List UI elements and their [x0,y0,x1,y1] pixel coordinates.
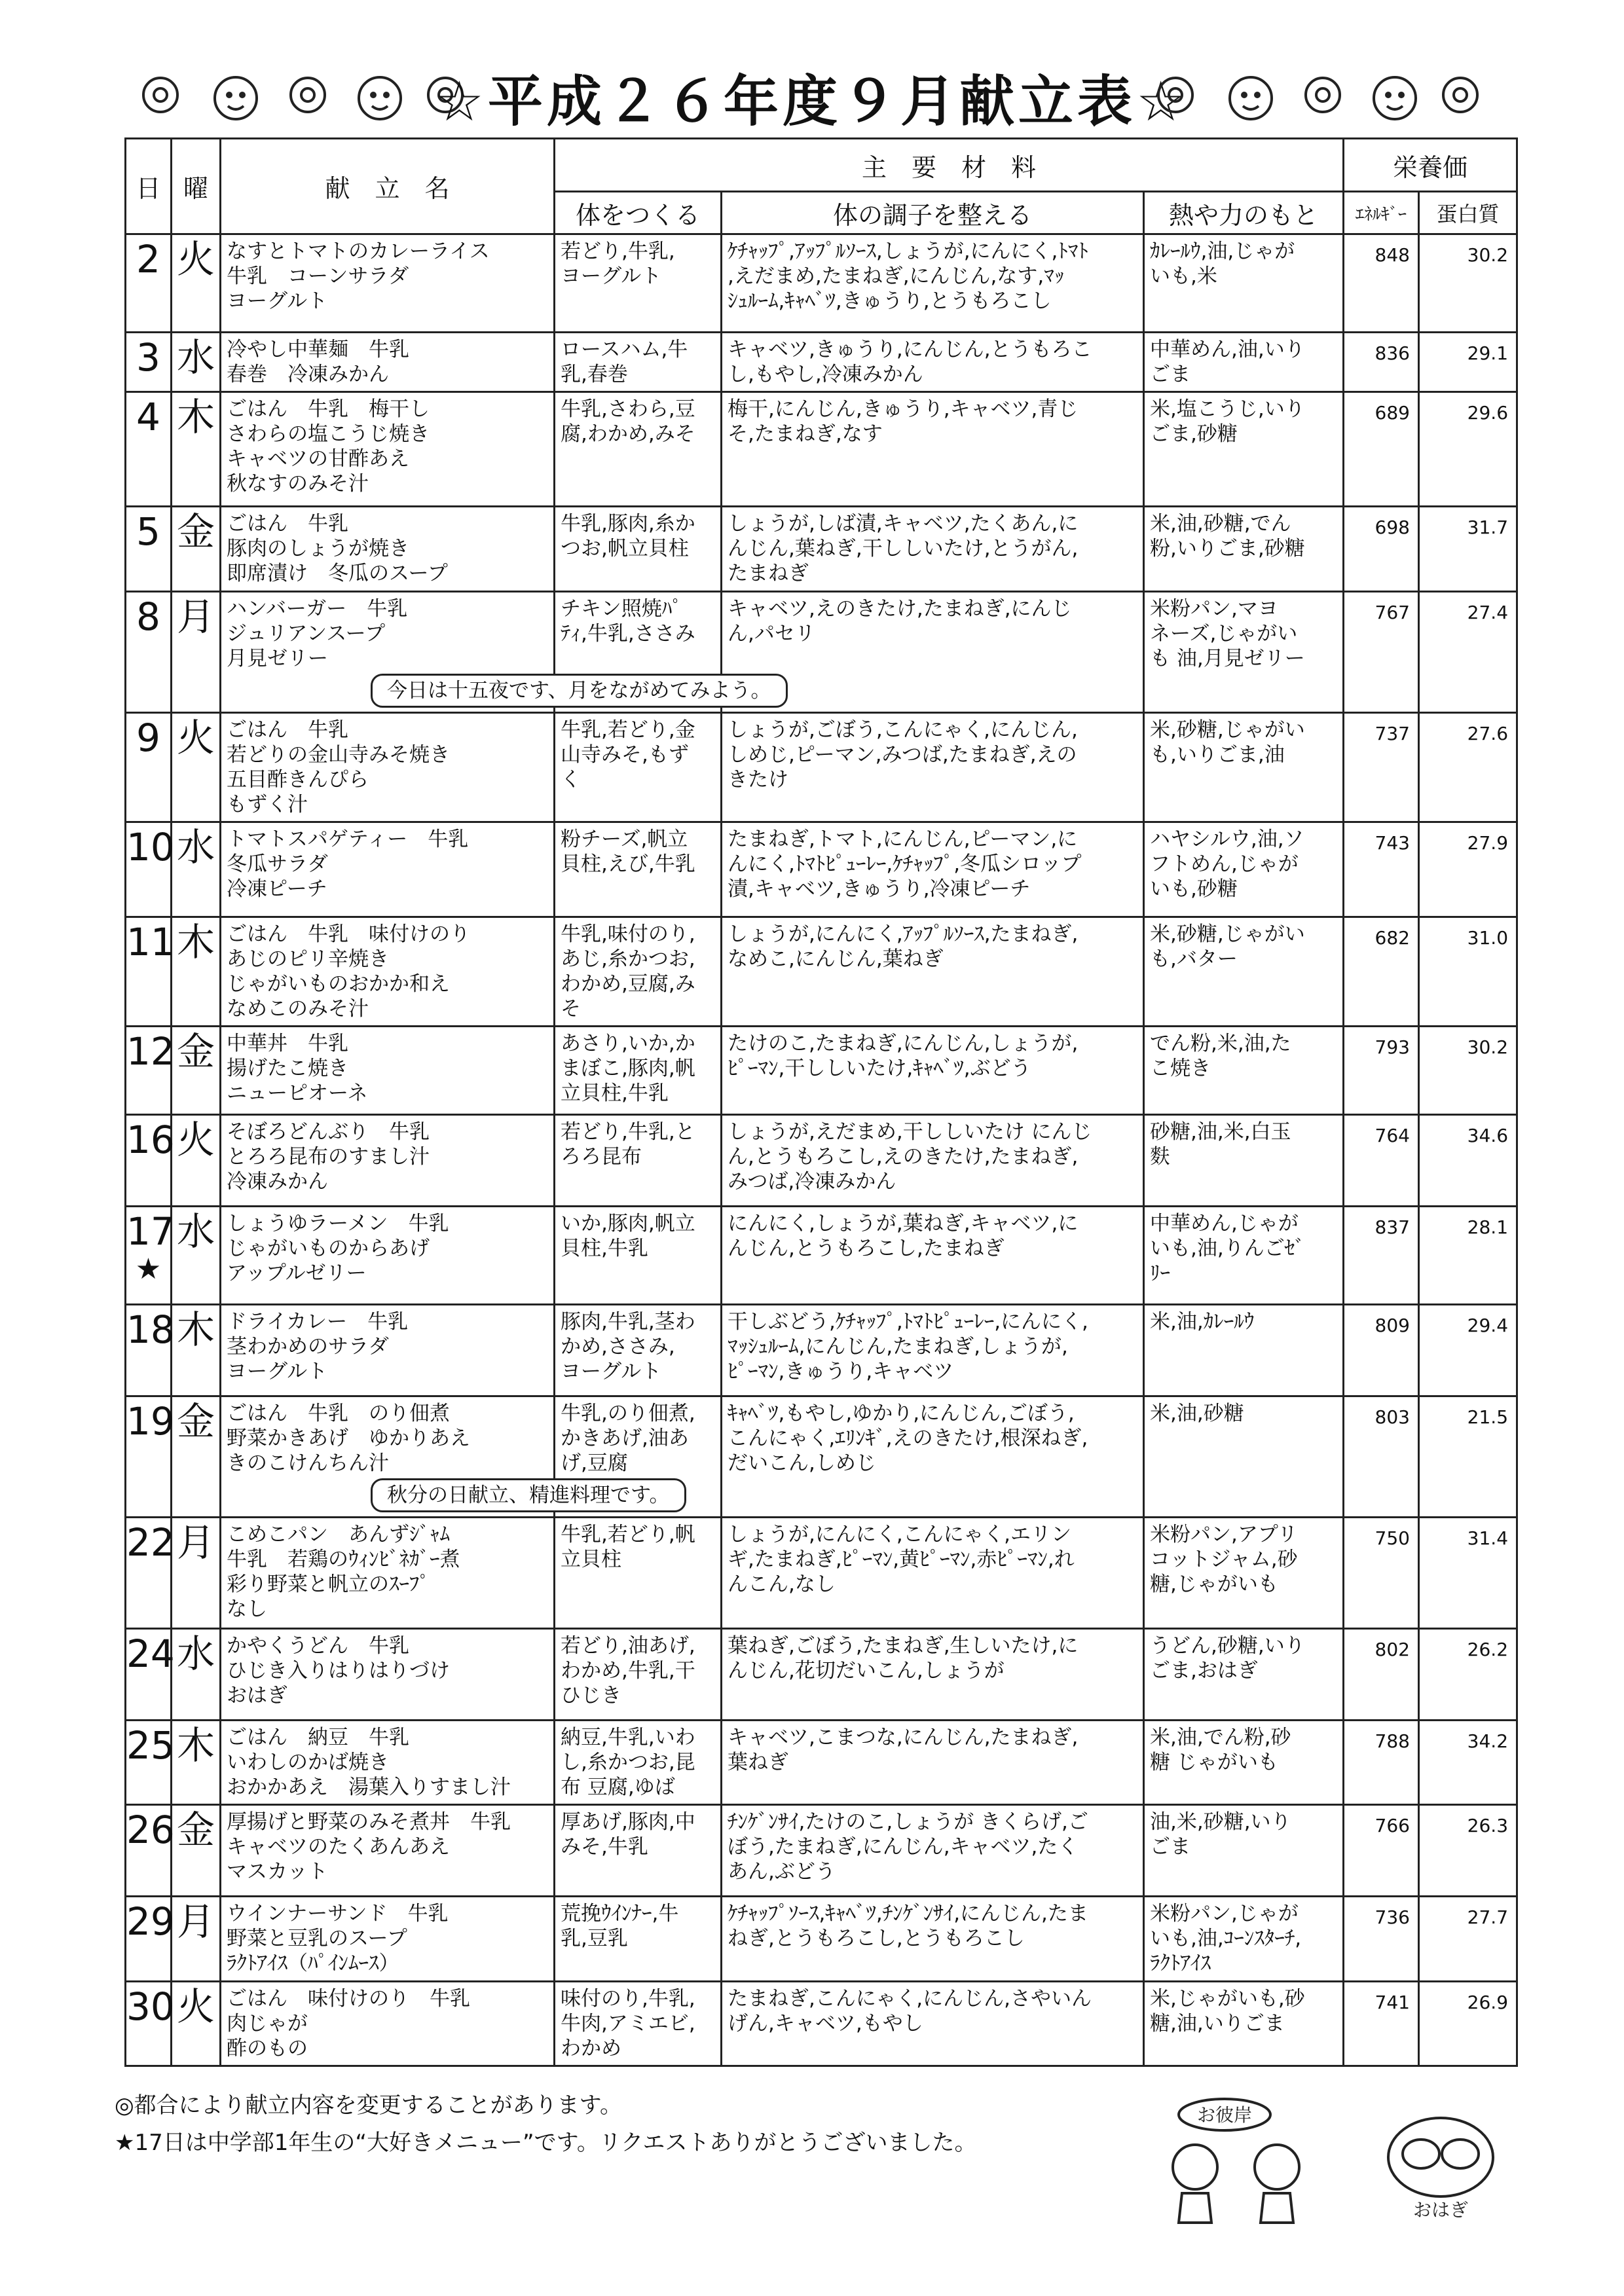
body-ingredients-cell: いか,豚肉,帆立 貝柱,牛乳 [555,1207,722,1305]
energy-ingredients-cell: 米,油,ｶﾚｰﾙｳ [1144,1305,1344,1396]
condition-ingredients-cell: たまねぎ,トマト,にんじん,ピーマン,に んにく,ﾄﾏﾄﾋﾟｭｰﾚｰ,ｹﾁｬｯﾌﾟ,冬瓜シロップ 漬,キャベツ,きゅうり,冷凍ピーチ [722,822,1144,917]
kcal-cell: 836 [1344,333,1419,392]
menu-row [126,1518,1517,1629]
protein-cell: 29.6 [1419,392,1517,507]
day-number: 3 [136,335,160,380]
protein-cell: 29.4 [1419,1305,1517,1396]
body-ingredients-cell: 豚肉,牛乳,茎わ かめ,ささみ, ヨーグルト [555,1305,722,1396]
day-cell [126,1721,175,1805]
weekday-cell: 水 [172,1629,221,1721]
energy-ingredients-cell: ハヤシルウ,油,ソ フトめん,じゃが いも,砂糖 [1144,822,1344,917]
menu-items: ごはん 牛乳 豚肉のしょうが焼き 即席漬け 冬瓜のスープ [227,512,448,585]
protein-cell: 27.9 [1419,822,1517,917]
kcal-cell: 848 [1344,234,1419,333]
day-number: 19 [126,1399,175,1444]
header-day: 日 [126,139,172,234]
day-cell [126,1115,175,1207]
day-cell [126,1518,175,1629]
day-number: 24 [126,1631,175,1676]
day-cell [126,592,172,713]
day-number: 10 [126,825,175,869]
menu-row [126,1115,1517,1207]
condition-ingredients-cell: 葉ねぎ,ごぼう,たまねぎ,生しいたけ,に んじん,花切だいこん,しょうが [722,1629,1144,1721]
menu-cell [221,1721,555,1805]
weekday-cell: 火 [172,234,221,333]
day-cell [126,917,175,1027]
energy-ingredients-cell: 米,油,でん粉,砂 糖 じゃがいも [1144,1721,1344,1805]
day-cell [126,333,172,392]
header-weekday: 曜 [172,139,221,234]
day-number: 9 [136,716,160,760]
day-cell [126,1629,175,1721]
body-ingredients-cell: 牛乳,さわら,豆 腐,わかめ,みそ [555,392,722,507]
sign-ohigan: お彼岸 [1196,2104,1253,2126]
condition-ingredients-cell: しょうが,にんにく,ｱｯﾌﾟﾙｿｰｽ,たまねぎ, なめこ,にんじん,葉ねぎ [722,917,1144,1027]
footer-note-request: ★17日は中学部1年生の“大好きメニュー”です。リクエストありがとうございました。 [115,2130,977,2156]
day-cell [126,1897,175,1982]
menu-items: ごはん 味付けのり 牛乳 肉じゃが 酢のもの [227,1987,470,2060]
energy-ingredients-cell: 油,米,砂糖,いり ごま [1144,1805,1344,1897]
energy-ingredients-cell: 米,油,砂糖 [1144,1396,1344,1518]
menu-row [126,1721,1517,1805]
protein-cell: 27.4 [1419,592,1517,713]
menu-items: 冷やし中華麺 牛乳 春巻 冷凍みかん [227,338,409,386]
weekday-cell: 火 [172,713,221,822]
energy-ingredients-cell: 米,じゃがいも,砂 糖,油,いりごま [1144,1982,1344,2066]
menu-row [126,507,1517,592]
protein-cell: 28.1 [1419,1207,1517,1305]
menu-items: ごはん 牛乳 梅干し さわらの塩こうじ焼き キャベツの甘酢あえ 秋なすのみそ汁 [227,397,430,496]
menu-row [126,1982,1517,2066]
energy-ingredients-cell: 米粉パン,じゃが いも,油,ｺｰﾝｽﾀｰﾁ, ﾗｸﾄｱｲｽ [1144,1897,1344,1982]
menu-row [126,1207,1517,1305]
weekday-cell: 木 [172,1305,221,1396]
header-ingredients: 主 要 材 料 [555,139,1344,192]
day-cell [126,507,172,592]
energy-ingredients-cell: 砂糖,油,米,白玉 麩 [1144,1115,1344,1207]
ohigan-illustration [1133,2095,1500,2226]
body-ingredients-cell: 牛乳,若どり,金 山寺みそ,もず く [555,713,722,822]
day-cell [126,822,175,917]
energy-ingredients-cell: 中華めん,じゃが いも,油,りんごｾﾞ ﾘｰ [1144,1207,1344,1305]
menu-row [126,1305,1517,1396]
sign-ohagi: おはぎ [1412,2199,1469,2221]
menu-row [126,822,1517,917]
kcal-cell: 736 [1344,1897,1419,1982]
header-body: 体をつくる [555,192,722,234]
menu-table [124,137,1518,2067]
condition-ingredients-cell: ｹﾁｬｯﾌﾟｿｰｽ,ｷｬﾍﾞﾂ,ﾁﾝｹﾞﾝｻｲ,にんじん,たま ねぎ,とうもろこし,とうもろこし [722,1897,1144,1982]
kcal-cell: 741 [1344,1982,1419,2066]
flowers-kids-right-decoration [1149,59,1490,131]
protein-cell: 26.2 [1419,1629,1517,1721]
menu-cell [221,917,555,1027]
condition-ingredients-cell: 干しぶどう,ｹﾁｬｯﾌﾟ,ﾄﾏﾄﾋﾟｭｰﾚｰ,にんにく, ﾏｯｼｭﾙｰﾑ,にんじん,たまねぎ,しょうが, ﾋﾟｰﾏﾝ,きゅうり,キャベツ [722,1305,1144,1396]
body-ingredients-cell: 若どり,牛乳, ヨーグルト [555,234,722,333]
condition-ingredients-cell: しょうが,えだまめ,干ししいたけ にんじ ん,とうもろこし,えのきたけ,たまねぎ, みつば,冷凍みかん [722,1115,1144,1207]
menu-items: こめこパン あんずｼﾞｬﾑ 牛乳 若鶏のｳｨﾝﾋﾞﾈｶﾞｰ煮 彩り野菜と帆立のｽｰﾌﾟ なし [227,1523,460,1621]
menu-cell [221,1027,555,1115]
weekday-cell: 月 [172,592,221,713]
menu-items: かやくうどん 牛乳 ひじき入りはりはりづけ おはぎ [227,1634,450,1707]
menu-items: トマトスパゲティー 牛乳 冬瓜サラダ 冷凍ピーチ [227,828,469,901]
day-cell [126,1207,175,1305]
body-ingredients-cell: 牛乳,豚肉,糸か つお,帆立貝柱 [555,507,722,592]
menu-row [126,1805,1517,1897]
weekday-cell: 金 [172,1805,221,1897]
menu-row [126,713,1517,822]
day-cell [126,392,172,507]
kcal-cell: 803 [1344,1396,1419,1518]
kcal-cell: 809 [1344,1305,1419,1396]
protein-cell: 31.0 [1419,917,1517,1027]
header-nutrition: 栄養価 [1344,139,1517,192]
weekday-cell: 火 [172,1115,221,1207]
body-ingredients-cell: 牛乳,若どり,帆 立貝柱 [555,1518,722,1629]
energy-ingredients-cell: でん粉,米,油,た こ焼き [1144,1027,1344,1115]
condition-ingredients-cell: キャベツ,きゅうり,にんじん,とうもろこ し,もやし,冷凍みかん [722,333,1144,392]
condition-ingredients-cell: にんにく,しょうが,葉ねぎ,キャベツ,に んじん,とうもろこし,たまねぎ [722,1207,1144,1305]
body-ingredients-cell: 厚あげ,豚肉,中 みそ,牛乳 [555,1805,722,1897]
menu-row [126,1027,1517,1115]
condition-ingredients-cell: ｷｬﾍﾞﾂ,もやし,ゆかり,にんじん,ごぼう, こんにゃく,ｴﾘﾝｷﾞ,えのきたけ,根深ねぎ, だいこん,しめじ [722,1396,1144,1518]
menu-cell [221,713,555,822]
menu-items: ハンバーガー 牛乳 ジュリアンスープ 月見ゼリー [227,597,408,670]
kcal-cell: 750 [1344,1518,1419,1629]
menu-row [126,392,1517,507]
body-ingredients-cell: 味付のり,牛乳, 牛肉,アミエビ, わかめ [555,1982,722,2066]
menu-items: ごはん 牛乳 味付けのり あじのピリ辛焼き じゃがいものおかか和え なめこのみそ汁 [227,922,470,1021]
menu-items: しょうゆラーメン 牛乳 じゃがいものからあげ アップルゼリー [227,1212,449,1285]
weekday-cell: 金 [172,507,221,592]
menu-cell [221,507,555,592]
day-number: 25 [126,1723,175,1768]
star-mark: ★ [135,1252,162,1286]
day-cell [126,1027,175,1115]
menu-cell [221,392,555,507]
menu-row [126,234,1517,333]
energy-ingredients-cell: 米粉パン,マヨ ネーズ,じゃがい も 油,月見ゼリー [1144,592,1344,713]
kcal-cell: 793 [1344,1027,1419,1115]
kcal-cell: 837 [1344,1207,1419,1305]
day-number: 30 [126,1984,175,2029]
energy-ingredients-cell: 米,油,砂糖,でん 粉,いりごま,砂糖 [1144,507,1344,592]
weekday-cell: 水 [172,822,221,917]
protein-cell: 27.7 [1419,1897,1517,1982]
weekday-cell: 水 [172,1207,221,1305]
condition-ingredients-cell: しょうが,にんにく,こんにゃく,エリン ギ,たまねぎ,ﾋﾟｰﾏﾝ,黄ﾋﾟｰﾏﾝ,赤ﾋﾟｰﾏﾝ,れ んこん,なし [722,1518,1144,1629]
header-kcal: ｴﾈﾙｷﾞｰ [1344,192,1419,234]
day-cell [126,1396,175,1518]
menu-cell [221,234,555,333]
day-cell [126,713,172,822]
menu-items: そぼろどんぶり 牛乳 とろろ昆布のすまし汁 冷凍みかん [227,1120,430,1194]
menu-cell [221,1805,555,1897]
protein-cell: 26.3 [1419,1805,1517,1897]
header-energy-src: 熱や力のもと [1144,192,1344,234]
body-ingredients-cell: 牛乳,のり佃煮, かきあげ,油あ げ,豆腐 [555,1396,722,1518]
menu-cell [221,1518,555,1629]
menu-items: ごはん 牛乳 若どりの金山寺みそ焼き 五目酢きんぴら もずく汁 [227,718,450,816]
kcal-cell: 743 [1344,822,1419,917]
day-number: 11 [126,920,175,964]
weekday-cell: 金 [172,1396,221,1518]
kcal-cell: 764 [1344,1115,1419,1207]
weekday-cell: 月 [172,1897,221,1982]
protein-cell: 31.7 [1419,507,1517,592]
weekday-cell: 水 [172,333,221,392]
body-ingredients-cell: 若どり,牛乳,と ろろ昆布 [555,1115,722,1207]
kcal-cell: 788 [1344,1721,1419,1805]
energy-ingredients-cell: 米,砂糖,じゃがい も,いりごま,油 [1144,713,1344,822]
day-number: 5 [136,509,160,554]
body-ingredients-cell: 若どり,油あげ, わかめ,牛乳,干 ひじき [555,1629,722,1721]
protein-cell: 21.5 [1419,1396,1517,1518]
day-number: 17 [126,1209,175,1254]
kcal-cell: 682 [1344,917,1419,1027]
day-number: 16 [126,1118,175,1162]
energy-ingredients-cell: 米,砂糖,じゃがい も,バター [1144,917,1344,1027]
body-ingredients-cell: 荒挽ｳｲﾝﾅｰ,牛 乳,豆乳 [555,1897,722,1982]
condition-ingredients-cell: しょうが,しば漬,キャベツ,たくあん,に んじん,葉ねぎ,干ししいたけ,とうがん, たまねぎ [722,507,1144,592]
menu-row [126,917,1517,1027]
menu-items: 中華丼 牛乳 揚げたこ焼き ニューピオーネ [227,1032,368,1105]
kcal-cell: 802 [1344,1629,1419,1721]
kcal-cell: 766 [1344,1805,1419,1897]
menu-row [126,1897,1517,1982]
note-callout: 秋分の日献立、精進料理です。 [371,1478,686,1512]
condition-ingredients-cell: 梅干,にんじん,きゅうり,キャベツ,青じ そ,たまねぎ,なす [722,392,1144,507]
menu-row [126,1396,1517,1518]
day-cell [126,234,172,333]
energy-ingredients-cell: ｶﾚｰﾙｳ,油,じゃが いも,米 [1144,234,1344,333]
energy-ingredients-cell: うどん,砂糖,いり ごま,おはぎ [1144,1629,1344,1721]
condition-ingredients-cell: しょうが,ごぼう,こんにゃく,にんじん, しめじ,ピーマン,みつば,たまねぎ,えの きたけ [722,713,1144,822]
menu-cell [221,1115,555,1207]
menu-rows [126,234,1517,2066]
kcal-cell: 737 [1344,713,1419,822]
protein-cell: 34.6 [1419,1115,1517,1207]
menu-items: ごはん 納豆 牛乳 いわしのかば焼き おかかあえ 湯葉入りすまし汁 [227,1726,511,1799]
kcal-cell: 767 [1344,592,1419,713]
protein-cell: 30.2 [1419,1027,1517,1115]
protein-cell: 27.6 [1419,713,1517,822]
day-cell [126,1982,175,2066]
condition-ingredients-cell: キャベツ,こまつな,にんじん,たまねぎ, 葉ねぎ [722,1721,1144,1805]
title-bar [0,46,1624,137]
condition-ingredients-cell: ｹﾁｬｯﾌﾟ,ｱｯﾌﾟﾙｿｰｽ,しょうが,にんにく,ﾄﾏﾄ ,えだまめ,たまねぎ,にんじん,なす,ﾏｯ ｼｭﾙｰﾑ,ｷｬﾍﾞﾂ,きゅうり,とうもろこし [722,234,1144,333]
menu-cell [221,333,555,392]
body-ingredients-cell: 牛乳,味付のり, あじ,糸かつお, わかめ,豆腐,み そ [555,917,722,1027]
day-number: 26 [126,1808,175,1852]
header-menu: 献 立 名 [221,139,555,234]
body-ingredients-cell: チキン照焼ﾊﾟ ﾃｨ,牛乳,ささみ [555,592,722,713]
page-title: ☆平成２６年度９月献立表☆ [434,69,1190,134]
protein-cell: 30.2 [1419,234,1517,333]
weekday-cell: 木 [172,917,221,1027]
protein-cell: 31.4 [1419,1518,1517,1629]
weekday-cell: 金 [172,1027,221,1115]
menu-items: なすとトマトのカレーライス 牛乳 コーンサラダ ヨーグルト [227,240,490,313]
day-number: 2 [136,237,160,282]
day-number: 18 [126,1307,175,1352]
day-cell [126,1305,175,1396]
day-cell [126,1805,175,1897]
condition-ingredients-cell: たまねぎ,こんにゃく,にんじん,さやいん げん,キャベツ,もやし [722,1982,1144,2066]
day-number: 12 [126,1029,175,1074]
menu-cell [221,822,555,917]
energy-ingredients-cell: 中華めん,油,いり ごま [1144,333,1344,392]
kcal-cell: 698 [1344,507,1419,592]
condition-ingredients-cell: キャベツ,えのきたけ,たまねぎ,にんじ ん,パセリ [722,592,1144,713]
header-protein: 蛋白質 [1419,192,1517,234]
weekday-cell: 月 [172,1518,221,1629]
body-ingredients-cell: 粉チーズ,帆立 貝柱,えび,牛乳 [555,822,722,917]
protein-cell: 34.2 [1419,1721,1517,1805]
menu-cell [221,1305,555,1396]
menu-cell [221,1629,555,1721]
kcal-cell: 689 [1344,392,1419,507]
day-number: 29 [126,1899,175,1944]
header-condition: 体の調子を整える [722,192,1144,234]
protein-cell: 26.9 [1419,1982,1517,2066]
menu-row [126,592,1517,713]
menu-row [126,333,1517,392]
weekday-cell: 火 [172,1982,221,2066]
body-ingredients-cell: あさり,いか,か まぼこ,豚肉,帆 立貝柱,牛乳 [555,1027,722,1115]
condition-ingredients-cell: ﾁﾝｹﾞﾝｻｲ,たけのこ,しょうが きくらげ,ご ぼう,たまねぎ,にんじん,キャベツ,たく あん,ぶどう [722,1805,1144,1897]
body-ingredients-cell: ロースハム,牛 乳,春巻 [555,333,722,392]
day-number: 22 [126,1520,175,1565]
menu-items: ドライカレー 牛乳 茎わかめのサラダ ヨーグルト [227,1310,409,1383]
day-number: 8 [136,594,160,639]
day-number: 4 [136,395,160,439]
menu-cell [221,1897,555,1982]
menu-cell [221,1982,555,2066]
protein-cell: 29.1 [1419,333,1517,392]
condition-ingredients-cell: たけのこ,たまねぎ,にんじん,しょうが, ﾋﾟｰﾏﾝ,干ししいたけ,ｷｬﾍﾞﾂ,ぶどう [722,1027,1144,1115]
energy-ingredients-cell: 米,塩こうじ,いり ごま,砂糖 [1144,392,1344,507]
body-ingredients-cell: 納豆,牛乳,いわ し,糸かつお,昆 布 豆腐,ゆば [555,1721,722,1805]
weekday-cell: 木 [172,392,221,507]
energy-ingredients-cell: 米粉パン,アプリ コットジャム,砂 糖,じゃがいも [1144,1518,1344,1629]
footer-note-change: ◎都合により献立内容を変更することがあります。 [115,2092,622,2119]
note-callout: 今日は十五夜です、月をながめてみよう。 [371,674,788,708]
menu-items: ウインナーサンド 牛乳 野菜と豆乳のスープ ﾗｸﾄｱｲｽ（ﾊﾟｲﾝﾑｰｽ） [227,1902,449,1975]
menu-items: ごはん 牛乳 のり佃煮 野菜かきあげ ゆかりあえ きのこけんちん汁 [227,1402,470,1475]
menu-items: 厚揚げと野菜のみそ煮丼 牛乳 キャベツのたくあんあえ マスカット [227,1810,511,1884]
menu-cell [221,1207,555,1305]
menu-row [126,1629,1517,1721]
weekday-cell: 木 [172,1721,221,1805]
